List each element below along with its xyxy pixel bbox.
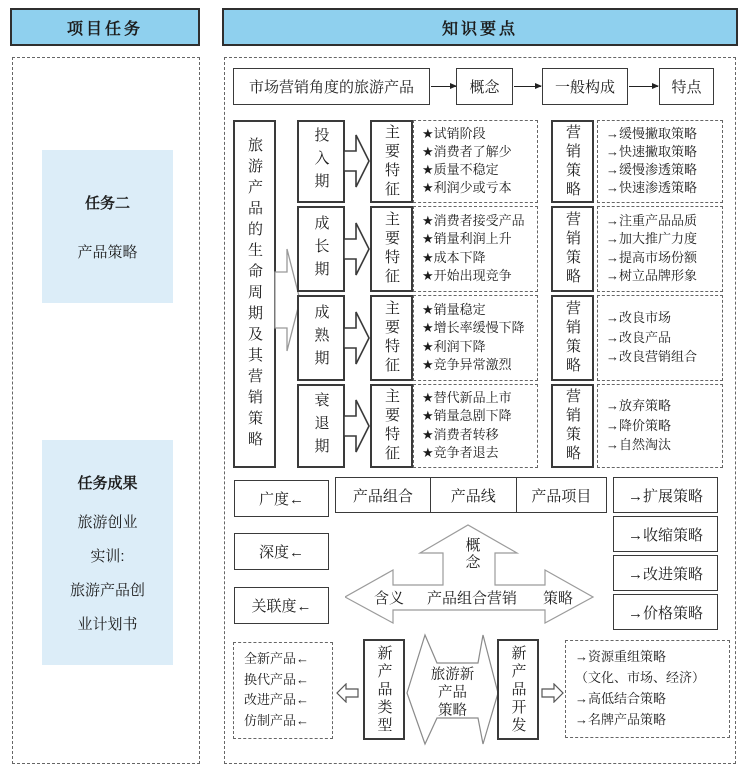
tri-arrow-center-label: 产品组合营销 [426,589,517,607]
right-panel-title: 知识要点 [441,20,518,38]
dimension-box-depth [234,533,329,570]
tri-arrow-up-label: 概念 [463,537,481,571]
dev-strategy-item: →名牌产品策略 [575,712,667,727]
strategy-item: →缓慢渗透策略 [606,162,698,178]
stage-box-decline [297,384,345,468]
tri-arrow-left-label: 含义 [373,589,404,607]
feature-list-maturity [413,295,538,381]
feature-item: ★消费者转移 [422,426,499,442]
feature-list-introduction [413,120,538,203]
table-cell: 产品线 [430,478,517,512]
strategy-item: →注重产品品质 [606,212,698,228]
feature-label: 主要特征 [383,300,400,376]
lifecycle-title-box [233,120,276,468]
dimension-label: 广度← [258,491,304,508]
block-arrow-right-icon [344,133,370,190]
node-composition [542,68,628,105]
type-item: 仿制产品← [244,713,310,729]
strategy-item: →放弃策略 [606,398,672,414]
feature-label: 主要特征 [383,388,400,464]
node-label: 一般构成 [554,79,615,96]
dimension-label: 深度← [258,544,304,561]
product-mix-table [335,477,607,513]
strategy-item: →快速渗透策略 [606,180,698,195]
feature-label-box [370,295,413,381]
dev-box-label: 新产品开发 [509,644,527,735]
task-subtitle: 产品策略 [77,243,138,261]
strategy-label-box [551,295,594,381]
dev-strategy-item: （文化、市场、经济） [575,670,706,686]
table-cell: 产品项目 [531,487,592,505]
strategy-item: →快速撇取策略 [606,144,698,160]
type-item: 改进产品← [244,692,310,708]
feature-item: ★试销阶段 [422,126,486,142]
combo-strategy-shrink [613,516,718,552]
feature-item: ★增长率缓慢下降 [422,320,525,336]
feature-label-box [370,206,413,292]
feature-item: ★销量利润上升 [422,231,512,247]
double-arrow-label [415,666,490,720]
strategy-label: 营销策略 [564,300,581,376]
feature-label-box [370,384,413,468]
result-line: 实训: [90,547,125,565]
feature-item: ★利润下降 [422,338,486,354]
strategy-label: 营销策略 [564,388,581,464]
left-panel-header [10,8,200,46]
strategy-list-maturity [597,295,723,381]
dimension-box-breadth [234,480,329,517]
strategy-item: →加大推广力度 [606,231,698,247]
stage-name: 成长期 [312,214,330,284]
strategy-item: →改良营销组合 [606,349,698,365]
feature-item: ★消费者了解少 [422,144,512,160]
arrow-right-icon [431,86,456,87]
task-title: 任务二 [84,194,130,212]
feature-label: 主要特征 [383,211,400,287]
result-line: 旅游产品创 [69,581,145,599]
feature-label-box [370,120,413,203]
strategy-label-box [551,120,594,203]
feature-item: ★销量稳定 [422,301,486,317]
dimension-box-relevance [234,587,329,624]
dimension-label: 关联度← [251,598,312,615]
feature-label: 主要特征 [383,123,400,200]
left-panel-title: 项目任务 [66,20,143,38]
stage-name: 投入期 [312,127,330,196]
strategy-list-introduction [597,120,723,203]
node-tourism-product [233,68,430,105]
feature-list-growth [413,206,538,292]
hollow-arrow-left-icon [336,683,359,703]
strategy-label-box [551,384,594,468]
feature-item: ★竞争者退去 [422,444,499,460]
task-box [42,150,173,303]
result-line: 旅游创业 [77,513,138,531]
stage-box-introduction [297,120,345,203]
table-cell: 产品组合 [352,487,413,505]
strategy-label-box [551,206,594,292]
stage-box-growth [297,206,345,292]
feature-item: ★消费者接受产品 [422,212,525,228]
type-box-label: 新产品类型 [375,644,393,735]
node-label: 特点 [671,79,702,96]
double-arrow-line: 策略 [438,703,467,719]
block-arrow-right-icon [344,221,370,278]
node-label: 概念 [469,79,500,96]
block-arrow-right-icon [344,310,370,367]
right-panel-header [222,8,738,46]
arrow-right-icon [629,86,658,87]
strategy-label: 营销策略 [564,211,581,287]
strategy-item: →降价策略 [606,417,672,433]
combo-strategy-label: →收缩策略 [627,526,703,544]
tri-arrow [345,522,600,630]
feature-item: ★竞争异常激烈 [422,357,512,373]
feature-item: ★开始出现竞争 [422,268,512,284]
feature-list-decline [413,384,538,468]
dev-strategy-list [565,640,730,738]
new-product-dev-box [497,639,539,740]
hollow-arrow-right-icon [541,683,564,703]
result-box [42,440,173,665]
combo-strategy-expand [613,477,718,513]
node-features [659,68,714,105]
stage-name: 衰退期 [312,391,330,461]
type-item: 换代产品← [244,671,310,687]
double-arrow [405,633,500,746]
strategy-item: →改良产品 [606,329,672,345]
node-label: 市场营销角度的旅游产品 [248,79,414,96]
combo-strategy-improve [613,555,718,591]
combo-strategy-label: →扩展策略 [627,487,703,505]
dev-strategy-item: →高低结合策略 [575,691,667,707]
combo-strategy-label: →价格策略 [627,604,703,622]
node-concept [456,68,513,105]
strategy-item: →树立品牌形象 [606,268,698,284]
tri-arrow-right-label: 策略 [542,589,573,607]
strategy-item: →缓慢撇取策略 [606,126,698,142]
feature-item: ★销量急剧下降 [422,408,512,424]
strategy-item: →提高市场份额 [606,249,698,265]
stage-box-maturity [297,295,345,381]
combo-strategy-price [613,594,718,630]
combo-strategy-label: →改进策略 [627,565,703,583]
arrow-right-icon [514,86,541,87]
strategy-item: →改良市场 [606,309,672,325]
strategy-list-decline [597,384,723,468]
new-product-types-list [233,642,333,739]
stage-name: 成熟期 [312,303,330,373]
strategy-list-growth [597,206,723,292]
feature-item: ★利润少或亏本 [422,180,512,195]
block-arrow-right-icon [344,398,370,455]
double-arrow-line: 旅游新 [430,667,475,683]
strategy-label: 营销策略 [564,123,581,200]
feature-item: ★替代新品上市 [422,390,512,406]
double-arrow-line: 产品 [438,685,467,701]
new-product-type-box [363,639,405,740]
feature-item: ★成本下降 [422,249,486,265]
result-title: 任务成果 [77,474,138,492]
dev-strategy-item: →资源重组策略 [575,649,667,665]
lifecycle-title: 旅游产品的生命周期及其营销策略 [246,136,263,452]
strategy-item: →自然淘汰 [606,436,672,452]
feature-item: ★质量不稳定 [422,162,499,178]
result-line: 业计划书 [77,615,138,633]
type-item: 全新产品← [244,650,310,666]
